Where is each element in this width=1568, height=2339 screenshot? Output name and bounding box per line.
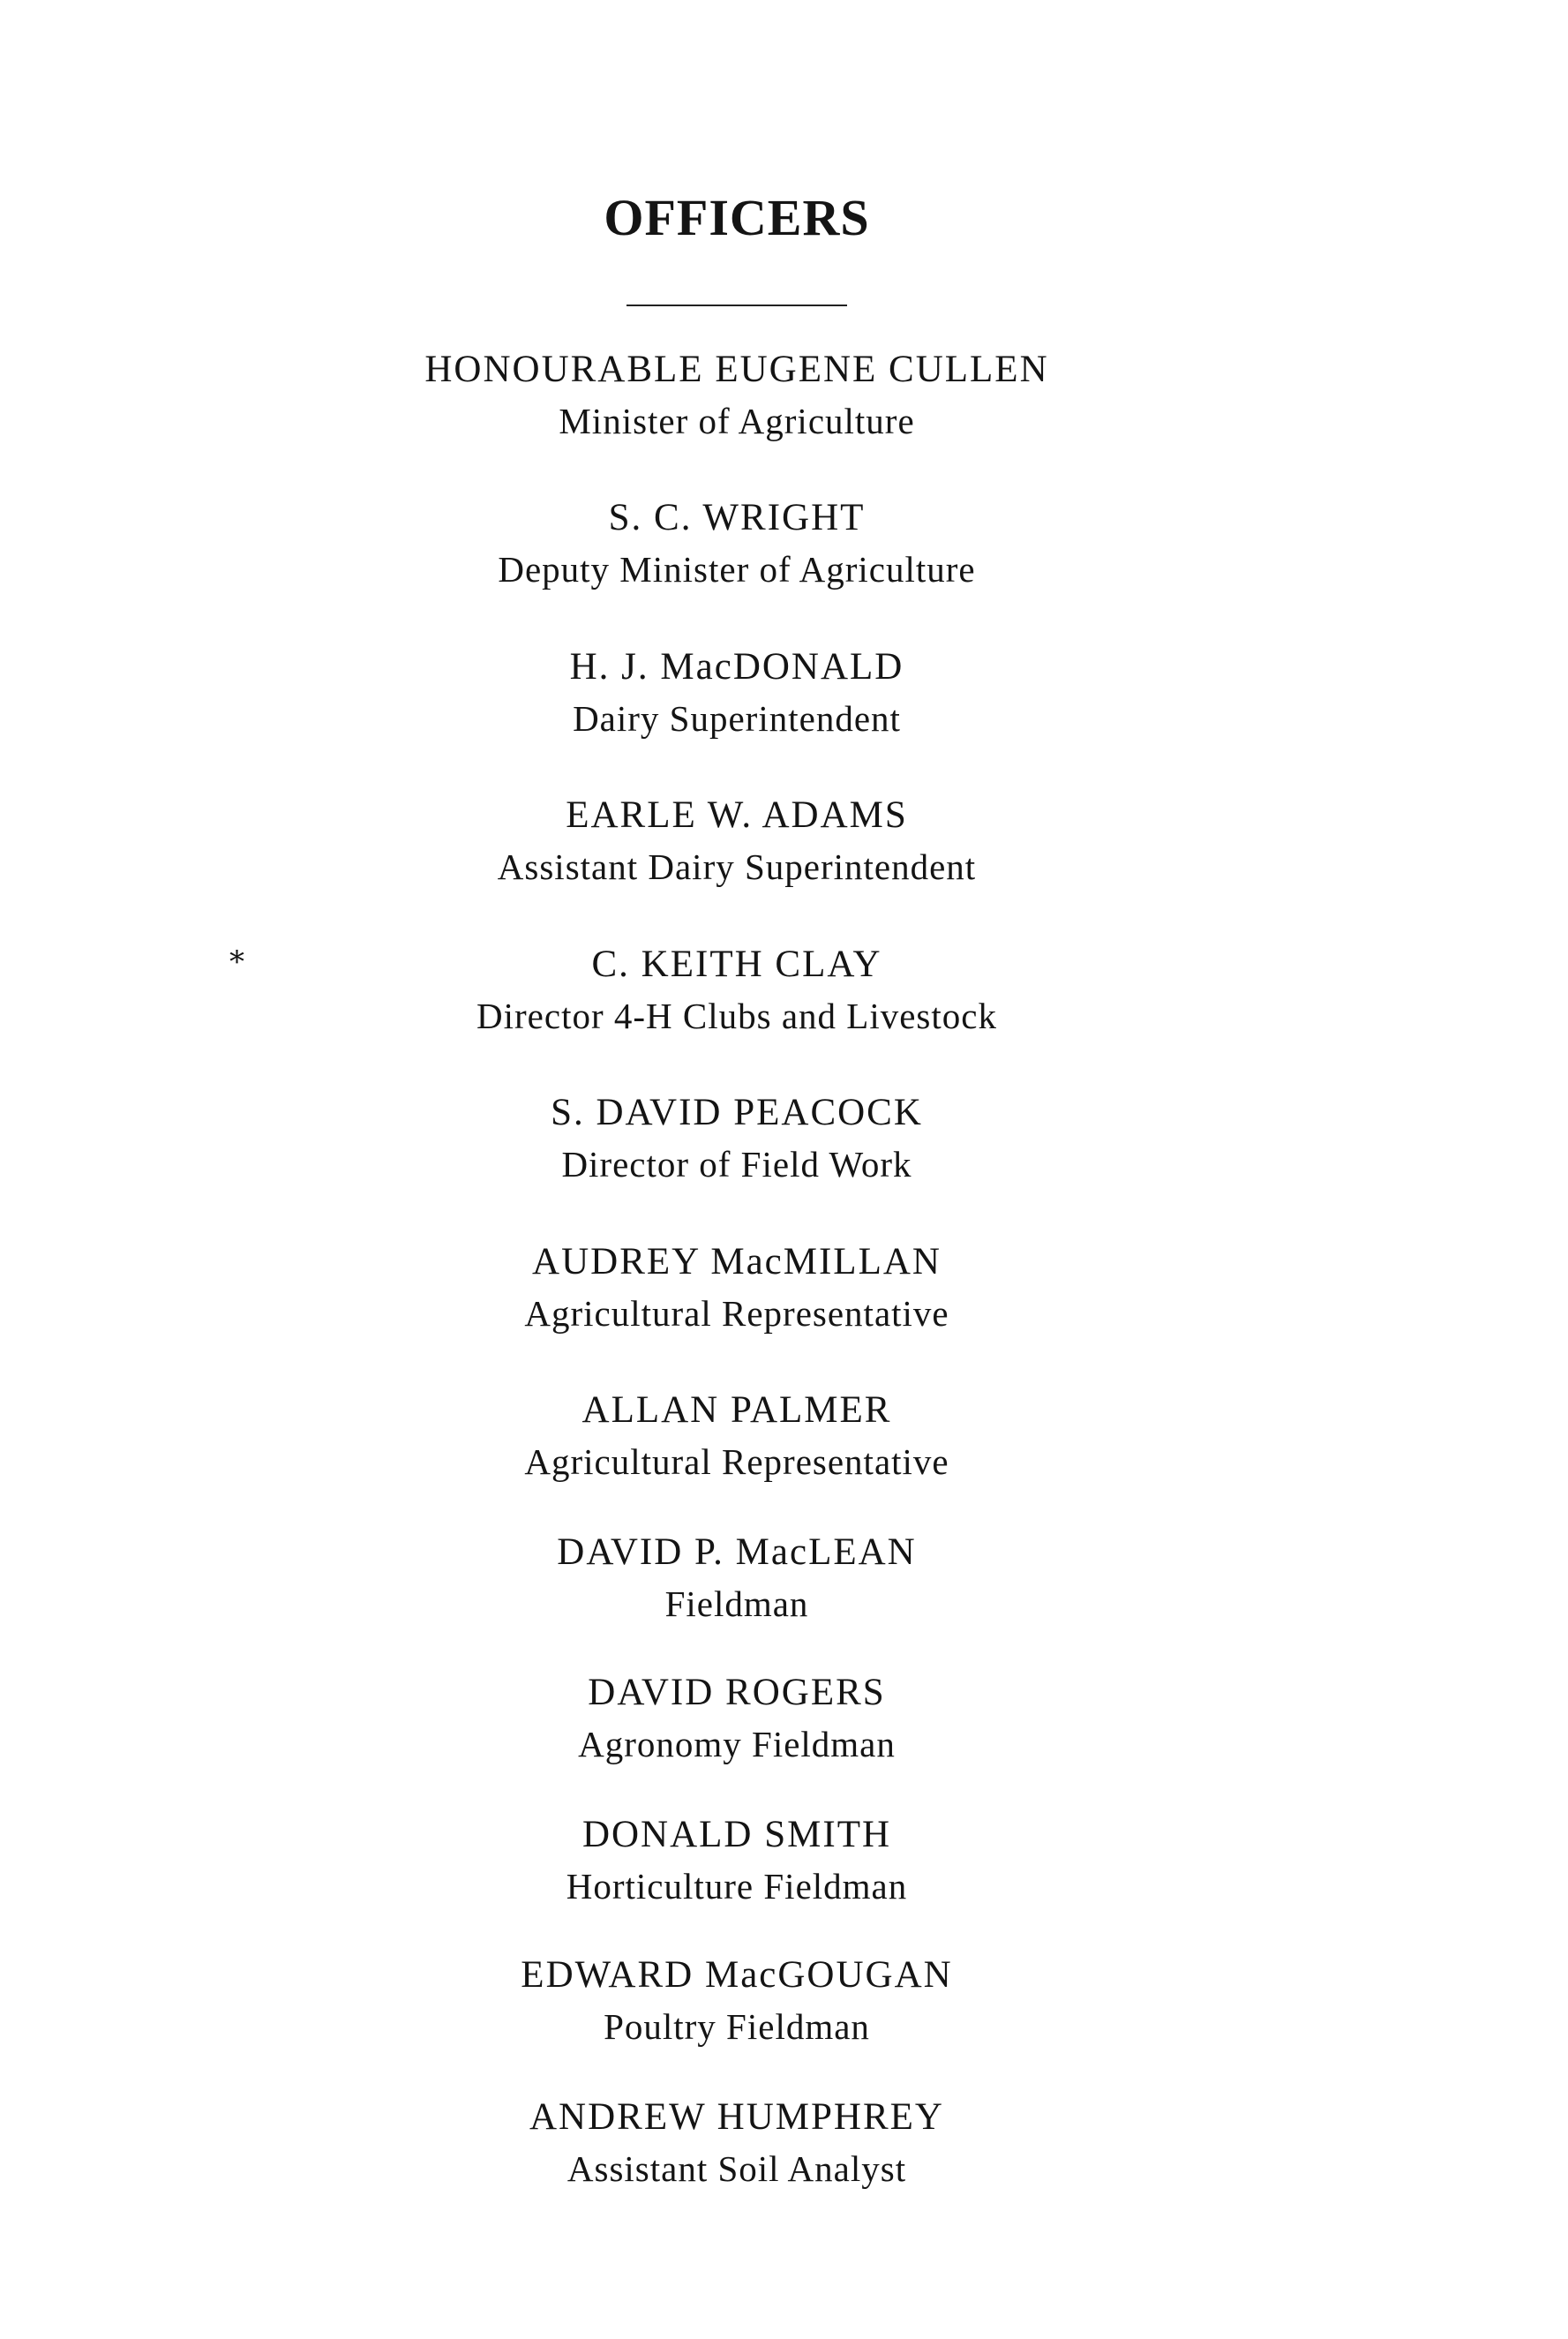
officer-entry	[0, 1087, 1474, 1190]
officer-entry	[0, 939, 1474, 1042]
officer-entry	[0, 344, 1474, 447]
officer-name: S. DAVID PEACOCK	[551, 1092, 923, 1133]
officer-entry	[0, 1527, 1474, 1629]
officer-name: HONOURABLE EUGENE CULLEN	[424, 349, 1049, 390]
officer-title: Director 4-H Clubs and Livestock	[476, 996, 997, 1036]
officer-title: Assistant Dairy Superintendent	[497, 846, 977, 887]
officer-entry	[0, 1385, 1474, 1487]
officer-title: Director of Field Work	[561, 1144, 912, 1185]
officer-entry	[0, 493, 1474, 595]
asterisk-marker: *	[229, 944, 244, 980]
officer-name: EARLE W. ADAMS	[566, 794, 908, 836]
officer-title: Poultry Fieldman	[604, 2006, 870, 2047]
officer-name: DONALD SMITH	[581, 1814, 892, 1855]
officer-entry	[0, 1950, 1474, 2052]
officer-title: Horticulture Fieldman	[566, 1866, 908, 1907]
officer-name: ANDREW HUMPHREY	[529, 2096, 944, 2138]
officer-title: Assistant Soil Analyst	[566, 2148, 907, 2189]
officer-name: AUDREY MacMILLAN	[532, 1241, 942, 1282]
officer-name: DAVID P. MacLEAN	[557, 1531, 917, 1573]
officer-name: H. J. MacDONALD	[569, 646, 904, 688]
officer-title: Minister of Agriculture	[559, 401, 915, 441]
officer-title: Agronomy Fieldman	[578, 1724, 896, 1764]
page-title: OFFICERS	[604, 189, 870, 246]
officer-name: C. KEITH CLAY	[591, 944, 882, 985]
officer-title: Deputy Minister of Agriculture	[498, 549, 976, 590]
officer-entry	[0, 1667, 1474, 1770]
officer-entry	[0, 2092, 1474, 2194]
officer-name: ALLAN PALMER	[581, 1389, 892, 1431]
officer-entry	[0, 790, 1474, 892]
officer-name: DAVID ROGERS	[588, 1672, 886, 1713]
officer-name: S. C. WRIGHT	[608, 497, 866, 538]
officer-title: Agricultural Representative	[524, 1293, 949, 1334]
officer-entry	[0, 642, 1474, 744]
officer-entry	[0, 1809, 1474, 1912]
title-rule	[626, 305, 847, 306]
officer-title: Dairy Superintendent	[573, 698, 901, 739]
officer-entry	[0, 1237, 1474, 1339]
officer-title: Fieldman	[664, 1583, 809, 1624]
officer-title: Agricultural Representative	[524, 1441, 949, 1482]
officer-name: EDWARD MacGOUGAN	[521, 1954, 953, 1996]
